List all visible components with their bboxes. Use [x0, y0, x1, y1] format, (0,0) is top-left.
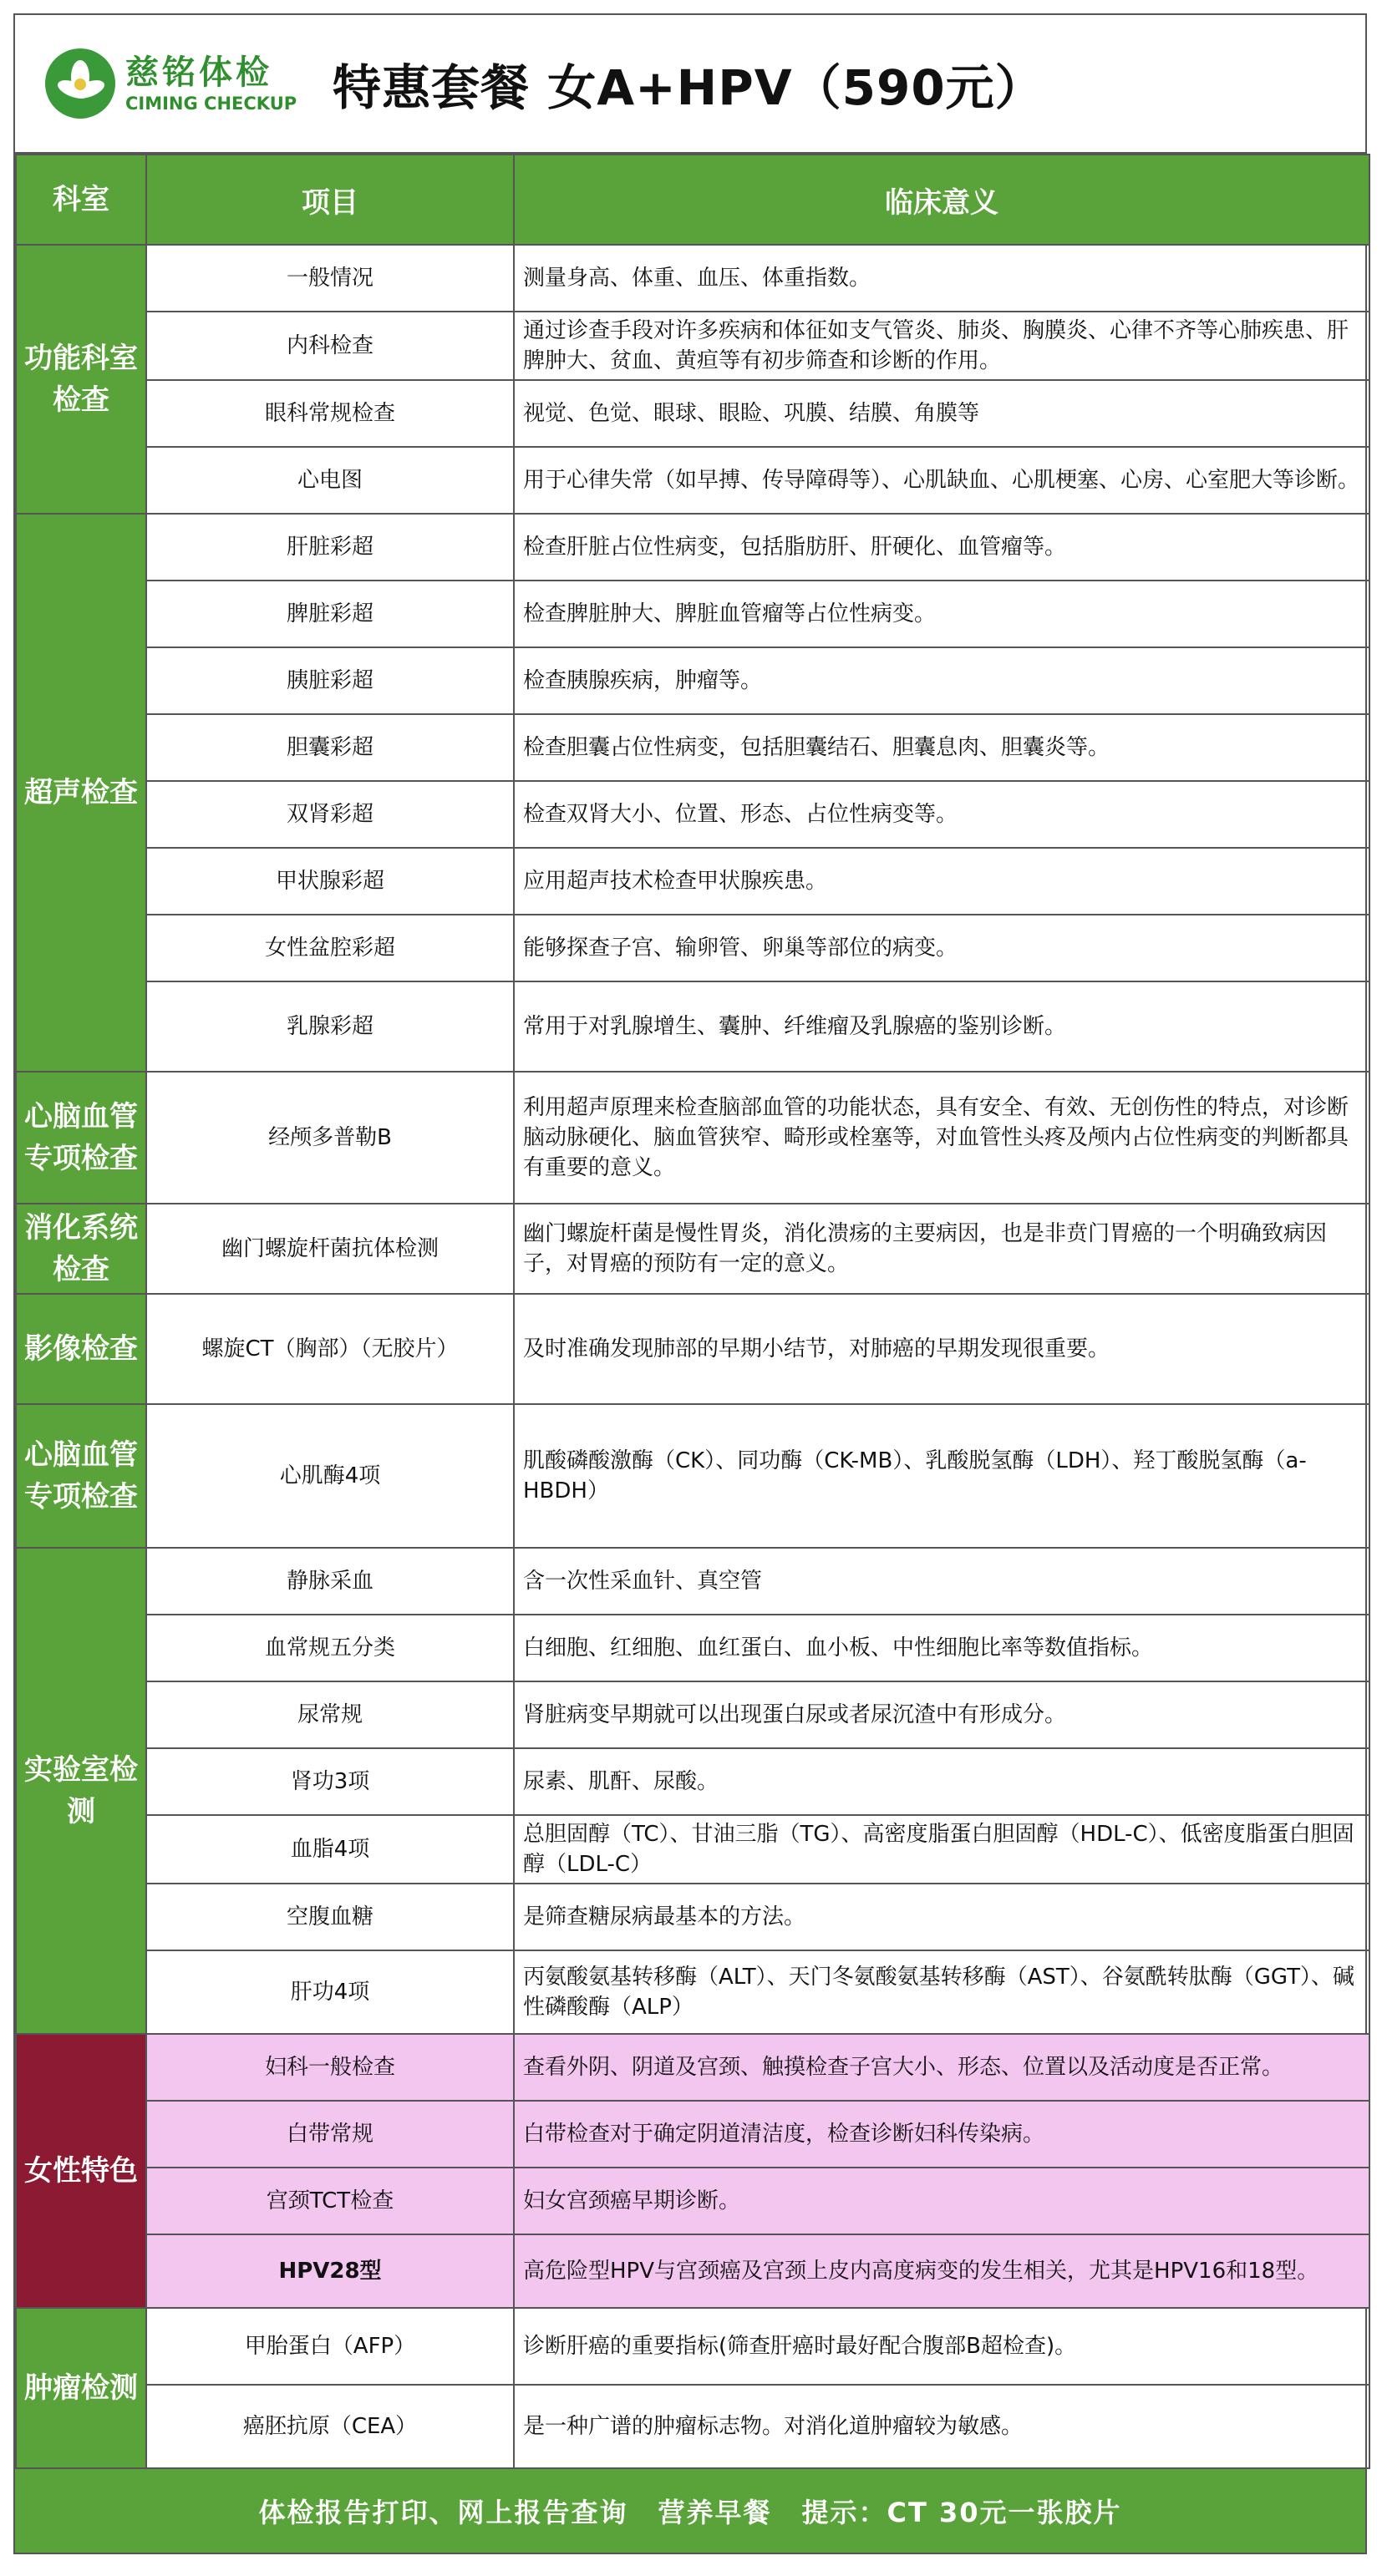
meaning-cell: 尿素、肌酐、尿酸。 — [514, 1748, 1369, 1815]
table-row — [16, 981, 1369, 1072]
meaning-cell: 白带检查对于确定阴道清洁度，检查诊断妇科传染病。 — [514, 2101, 1369, 2168]
item-cell: 女性盆腔彩超 — [146, 915, 514, 981]
table-row — [16, 2385, 1369, 2468]
meaning-cell: 应用超声技术检查甲状腺疾患。 — [514, 848, 1369, 915]
item-cell: 心电图 — [146, 447, 514, 514]
table-row — [16, 1615, 1369, 1681]
item-cell: 血脂4项 — [146, 1815, 514, 1884]
item-cell: 肝脏彩超 — [146, 514, 514, 581]
meaning-cell: 肾脏病变早期就可以出现蛋白尿或者尿沉渣中有形成分。 — [514, 1681, 1369, 1748]
table-row — [16, 848, 1369, 915]
table-row — [16, 1072, 1369, 1204]
table-row — [16, 1815, 1369, 1884]
meaning-cell: 用于心律失常（如早搏、传导障碍等）、心肌缺血、心肌梗塞、心房、心室肥大等诊断。 — [514, 447, 1369, 514]
item-cell: 甲状腺彩超 — [146, 848, 514, 915]
meaning-cell: 能够探查子宫、输卵管、卵巢等部位的病变。 — [514, 915, 1369, 981]
page-title: 特惠套餐 女A+HPV（590元） — [333, 59, 1044, 116]
footer-breakfast: 营养早餐 — [658, 2497, 772, 2528]
table-row — [16, 1884, 1369, 1950]
meaning-cell: 查看外阴、阴道及宫颈、触摸检查子宫大小、形态、位置以及活动度是否正常。 — [514, 2034, 1369, 2101]
meaning-cell: 丙氨酸氨基转移酶（ALT）、天门冬氨酸氨基转移酶（AST）、谷氨酰转肽酶（GGT）、碱性磷酸酶（ALP） — [514, 1950, 1369, 2034]
table-row — [16, 1204, 1369, 1294]
department-cell: 影像检查 — [16, 1294, 146, 1404]
item-cell: 血常规五分类 — [146, 1615, 514, 1681]
meaning-cell: 测量身高、体重、血压、体重指数。 — [514, 245, 1369, 312]
table-row — [16, 2101, 1369, 2168]
column-header-department: 科室 — [16, 155, 146, 245]
meaning-cell: 白细胞、红细胞、血红蛋白、血小板、中性细胞比率等数值指标。 — [514, 1615, 1369, 1681]
table-row — [16, 447, 1369, 514]
item-cell: 甲胎蛋白（AFP） — [146, 2308, 514, 2385]
column-header-meaning: 临床意义 — [514, 155, 1369, 245]
department-cell: 超声检查 — [16, 514, 146, 1072]
table-row — [16, 1950, 1369, 2034]
department-cell: 功能科室检查 — [16, 245, 146, 514]
meaning-cell: 视觉、色觉、眼球、眼睑、巩膜、结膜、角膜等 — [514, 380, 1369, 447]
table-row — [16, 581, 1369, 647]
item-cell: 脾脏彩超 — [146, 581, 514, 647]
meaning-cell: 幽门螺旋杆菌是慢性胃炎，消化溃疡的主要病因，也是非贲门胃癌的一个明确致病因子，对胃癌的预防有一定的意义。 — [514, 1204, 1369, 1294]
header — [15, 15, 1365, 154]
item-cell: 双肾彩超 — [146, 781, 514, 848]
meaning-cell: 妇女宫颈癌早期诊断。 — [514, 2168, 1369, 2234]
footer-report-service: 体检报告打印、网上报告查询 — [258, 2497, 628, 2528]
footer-bar — [15, 2469, 1365, 2553]
item-cell: 胆囊彩超 — [146, 714, 514, 781]
table-row — [16, 2034, 1369, 2101]
item-cell: 癌胚抗原（CEA） — [146, 2385, 514, 2468]
department-cell: 实验室检测 — [16, 1548, 146, 2034]
meaning-cell: 检查脾脏肿大、脾脏血管瘤等占位性病变。 — [514, 581, 1369, 647]
item-cell: 乳腺彩超 — [146, 981, 514, 1072]
meaning-cell: 总胆固醇（TC）、甘油三脂（TG）、高密度脂蛋白胆固醇（HDL-C）、低密度脂蛋白胆固醇（LDL-C） — [514, 1815, 1369, 1884]
brand-logo — [45, 48, 321, 119]
meaning-cell: 及时准确发现肺部的早期小结节，对肺癌的早期发现很重要。 — [514, 1294, 1369, 1404]
item-cell: 经颅多普勒B — [146, 1072, 514, 1204]
lotus-logo-icon — [45, 48, 115, 119]
meaning-cell: 检查肝脏占位性病变，包括脂肪肝、肝硬化、血管瘤等。 — [514, 514, 1369, 581]
table-row — [16, 1748, 1369, 1815]
table-row — [16, 312, 1369, 380]
table-row — [16, 915, 1369, 981]
item-cell: 一般情况 — [146, 245, 514, 312]
table-row — [16, 714, 1369, 781]
meaning-cell: 高危险型HPV与宫颈癌及宫颈上皮内高度病变的发生相关，尤其是HPV16和18型。 — [514, 2234, 1369, 2308]
meaning-cell: 检查胆囊占位性病变，包括胆囊结石、胆囊息肉、胆囊炎等。 — [514, 714, 1369, 781]
package-sheet — [13, 13, 1367, 2554]
footer-ct-tip: 提示：CT 30元一张胶片 — [801, 2497, 1122, 2528]
table-row — [16, 1681, 1369, 1748]
table-row — [16, 647, 1369, 714]
table-row — [16, 514, 1369, 581]
item-cell: 螺旋CT（胸部）（无胶片） — [146, 1294, 514, 1404]
meaning-cell: 诊断肝癌的重要指标(筛查肝癌时最好配合腹部B超检查)。 — [514, 2308, 1369, 2385]
package-table — [15, 154, 1370, 2469]
table-row — [16, 245, 1369, 312]
item-cell: 妇科一般检查 — [146, 2034, 514, 2101]
meaning-cell: 常用于对乳腺增生、囊肿、纤维瘤及乳腺癌的鉴别诊断。 — [514, 981, 1369, 1072]
table-header-row — [16, 155, 1369, 245]
meaning-cell: 含一次性采血针、真空管 — [514, 1548, 1369, 1615]
item-cell: 心肌酶4项 — [146, 1404, 514, 1548]
department-cell: 心脑血管专项检查 — [16, 1404, 146, 1548]
table-row — [16, 1294, 1369, 1404]
column-header-item: 项目 — [146, 155, 514, 245]
table-row — [16, 781, 1369, 848]
meaning-cell: 通过诊查手段对许多疾病和体征如支气管炎、肺炎、胸膜炎、心律不齐等心肺疾患、肝脾肿大、贫血、黄疸等有初步筛查和诊断的作用。 — [514, 312, 1369, 380]
department-cell: 心脑血管专项检查 — [16, 1072, 146, 1204]
item-cell: 肾功3项 — [146, 1748, 514, 1815]
department-cell: 肿瘤检测 — [16, 2308, 146, 2468]
item-cell: 胰脏彩超 — [146, 647, 514, 714]
meaning-cell: 利用超声原理来检查脑部血管的功能状态，具有安全、有效、无创伤性的特点，对诊断脑动脉硬化、脑血管狭窄、畸形或栓塞等，对血管性头疼及颅内占位性病变的判断都具有重要的意义。 — [514, 1072, 1369, 1204]
item-cell: 肝功4项 — [146, 1950, 514, 2034]
meaning-cell: 检查胰腺疾病，肿瘤等。 — [514, 647, 1369, 714]
department-cell: 女性特色 — [16, 2034, 146, 2308]
item-cell: 白带常规 — [146, 2101, 514, 2168]
logo-english-name: CIMING CHECKUP — [125, 94, 297, 114]
table-row — [16, 1404, 1369, 1548]
table-row — [16, 2308, 1369, 2385]
item-cell: 空腹血糖 — [146, 1884, 514, 1950]
table-row — [16, 1548, 1369, 1615]
logo-chinese-name: 慈铭体检 — [125, 53, 272, 92]
item-cell: 尿常规 — [146, 1681, 514, 1748]
item-cell: HPV28型 — [146, 2234, 514, 2308]
department-cell: 消化系统检查 — [16, 1204, 146, 1294]
meaning-cell: 检查双肾大小、位置、形态、占位性病变等。 — [514, 781, 1369, 848]
meaning-cell: 肌酸磷酸激酶（CK）、同功酶（CK-MB）、乳酸脱氢酶（LDH）、羟丁酸脱氢酶（a-HBDH） — [514, 1404, 1369, 1548]
table-row — [16, 2234, 1369, 2308]
table-row — [16, 2168, 1369, 2234]
item-cell: 内科检查 — [146, 312, 514, 380]
item-cell: 幽门螺旋杆菌抗体检测 — [146, 1204, 514, 1294]
meaning-cell: 是筛查糖尿病最基本的方法。 — [514, 1884, 1369, 1950]
item-cell: 静脉采血 — [146, 1548, 514, 1615]
meaning-cell: 是一种广谱的肿瘤标志物。对消化道肿瘤较为敏感。 — [514, 2385, 1369, 2468]
table-row — [16, 380, 1369, 447]
item-cell: 眼科常规检查 — [146, 380, 514, 447]
item-cell: 宫颈TCT检查 — [146, 2168, 514, 2234]
